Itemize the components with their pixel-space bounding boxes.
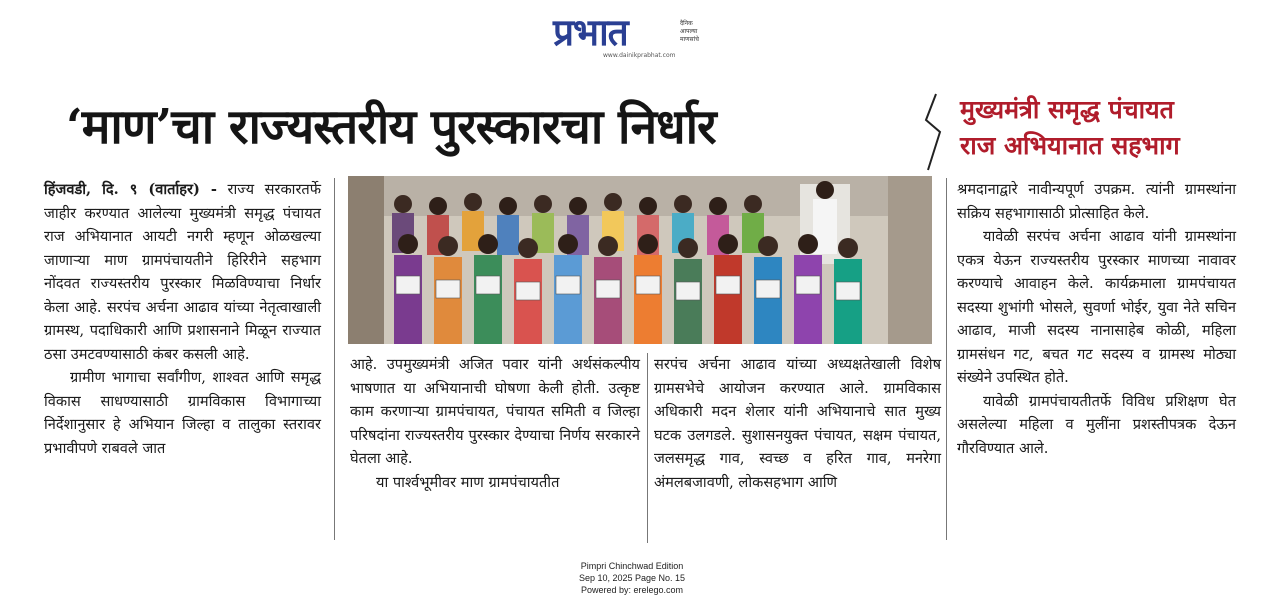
- logo-tagline: [680, 20, 720, 44]
- column-divider: [334, 178, 335, 540]
- article-paragraph: आहे. उपमुख्यमंत्री अजित पवार यांनी अर्थसंकल्पीय भाषणात या अभियानाची घोषणा केली होती. उत्कृष्ट काम करणाऱ्या ग्रामपंचायत, पंचायत समिती व जिल्हा परिषदांना राज्यस्तरीय पुरस्कार देण्याचा निर्णय सरकारने घेतला आहे.: [350, 356, 640, 467]
- dateline: हिंजवडी, दि. ९ (वार्ताहर) -: [44, 181, 217, 198]
- article-column-4: [957, 178, 1236, 460]
- powered-by-label: Powered by: erelego.com: [580, 585, 684, 595]
- article-column-2: [350, 353, 640, 494]
- logo-tagline-line: माणसांचे: [680, 36, 699, 43]
- newspaper-logo: प्रभात: [553, 10, 628, 54]
- article-photo: [348, 176, 932, 344]
- article-paragraph: यावेळी सरपंच अर्चना आढाव यांनी ग्रामस्थांना एकत्र येऊन राज्यस्तरीय पुरस्कार माणच्या नावावर करण्याचे आवाहन केले. कार्यक्रमाला ग्रामपंचायत सदस्या शुभांगी भोसले, सुवर्णा भोईर, युवा नेते सचिन आढाव, माजी सदस्य नानासाहेब कोळी, महिला ग्रामसंधन गट, बचत गट सदस्य व ग्रामस्थ मोठ्या संख्येने उपस्थित होते.: [957, 228, 1236, 386]
- article-column-1: [44, 178, 321, 460]
- edition-label: Pimpri Chinchwad Edition: [580, 561, 684, 571]
- article-paragraph: या पार्श्वभूमीवर माण ग्रामपंचायतीत: [376, 473, 560, 491]
- side-headline-line: राज अभियानात सहभाग: [960, 131, 1180, 160]
- column-divider: [946, 178, 947, 540]
- zigzag-divider-icon: [922, 92, 946, 172]
- logo-tagline-line: आपल्या: [680, 28, 698, 35]
- logo-tagline-line: दैनिक: [680, 20, 693, 27]
- article-paragraph: सरपंच अर्चना आढाव यांच्या अध्यक्षतेखाली विशेष ग्रामसभेचे आयोजन करण्यात आले. ग्रामविकास अधिकारी मदन शेलार यांनी अभियानाचे सात मुख्य घटक उलगडले. सुशासनयुक्त पंचायत, सक्षम पंचायत, जलसमृद्ध गाव, स्वच्छ व हरित गाव, मनरेगा अंमलबजावणी, लोकसहभाग आणि: [654, 356, 941, 491]
- logo-url: www.dainikprabhat.com: [603, 52, 676, 59]
- page-headline: ‘माण’चा राज्यस्तरीय पुरस्कारचा निर्धार: [66, 99, 716, 155]
- page-footer: [532, 560, 732, 596]
- article-paragraph: ग्रामीण भागाचा सर्वांगीण, शाश्वत आणि समृद्ध विकास साधण्यासाठी ग्रामविकास विभागाच्या निर्देशानुसार हे अभियान जिल्हा व तालुका स्तरावर प्रभावीपणे राबवले जात: [44, 369, 321, 457]
- article-column-3: [654, 353, 941, 494]
- article-paragraph: [44, 178, 321, 366]
- article-paragraph: श्रमदानाद्वारे नावीन्यपूर्ण उपक्रम. त्यांनी ग्रामस्थांना सक्रिय सहभागासाठी प्रोत्साहित केले.: [957, 181, 1236, 222]
- paragraph-text: राज्य सरकारतर्फे जाहीर करण्यात आलेल्या मुख्यमंत्री समृद्ध पंचायत राज अभियानात आयटी नगरी म्हणून ओळखल्या जाणाऱ्या माण ग्रामपंचायतीने हिरिरीने सहभाग नोंदवत राज्यस्तरीय पुरस्कार मिळविण्याचा निर्धार केला आहे. सरपंच अर्चना आढाव यांच्या नेतृत्वाखाली ग्रामस्थ, पदाधिकारी आणि प्रशासनाने मिळून राज्यात ठसा उमटवण्यासाठी कंबर कसली आहे.: [44, 181, 322, 363]
- article-paragraph: यावेळी ग्रामपंचायतीतर्फे विविध प्रशिक्षण घेत असलेल्या महिला व मुलींना प्रशस्तीपत्रक देऊन गौरविण्यात आले.: [957, 392, 1236, 457]
- column-divider: [647, 353, 648, 543]
- side-headline: [960, 92, 1260, 164]
- group-photo-image: [348, 176, 932, 344]
- side-headline-line: मुख्यमंत्री समृद्ध पंचायत: [960, 95, 1174, 124]
- date-page-label: Sep 10, 2025 Page No. 15: [578, 573, 686, 583]
